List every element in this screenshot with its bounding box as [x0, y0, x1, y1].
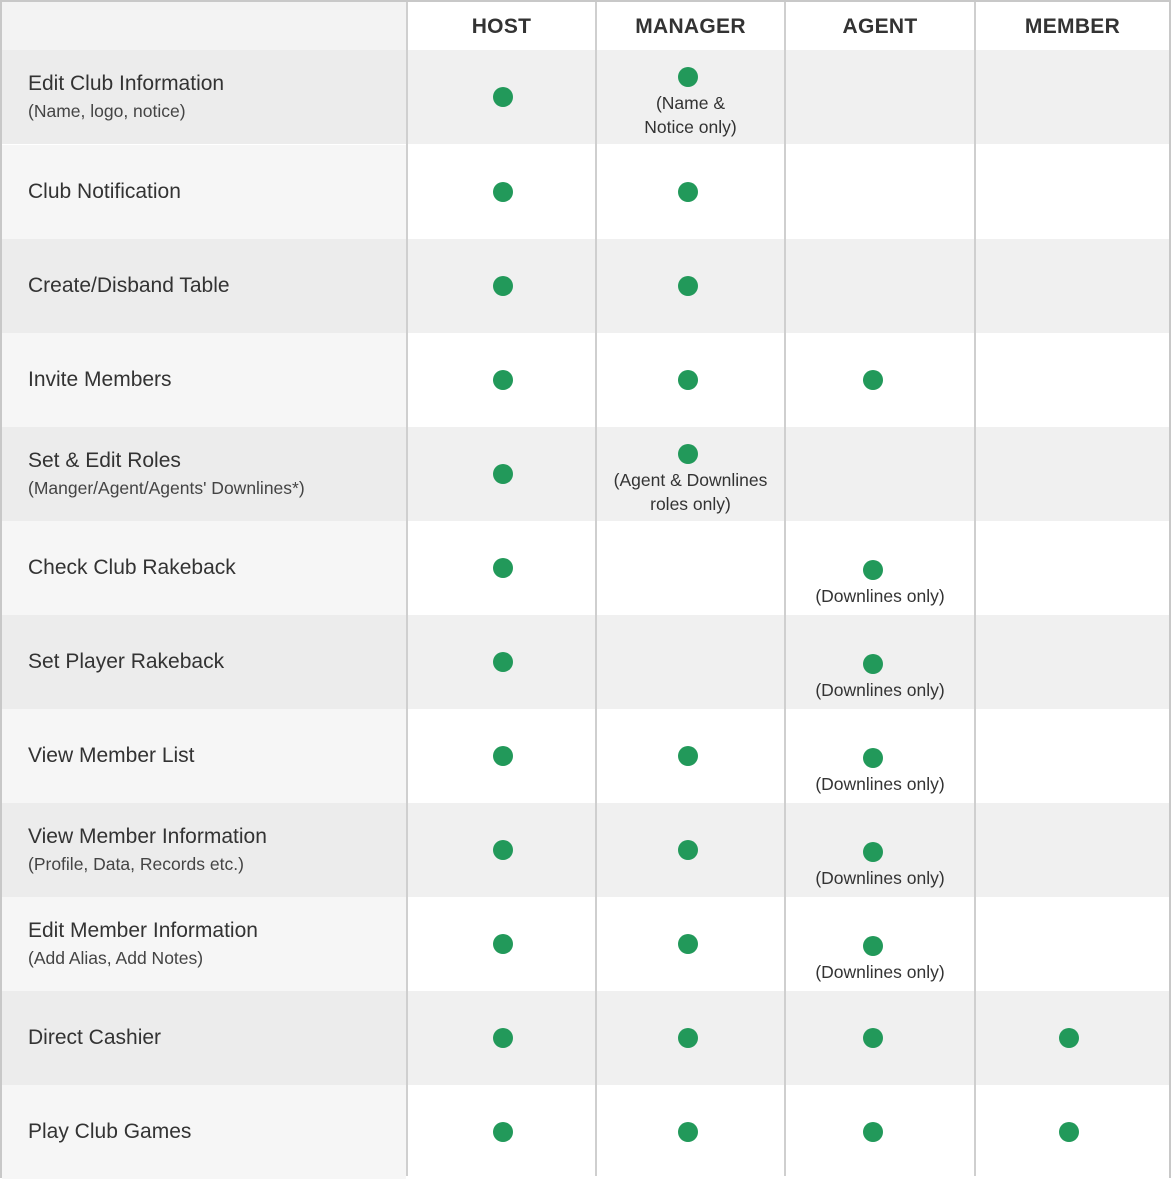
header-corner-cell [2, 2, 406, 50]
feature-name: Play Club Games [28, 1120, 192, 1143]
feature-cell [28, 521, 398, 615]
check-mark-agent [863, 560, 883, 580]
feature-cell [28, 50, 398, 144]
table-row [2, 709, 1169, 803]
agent-note: (Downlines only) [815, 774, 945, 794]
check-mark-manager [678, 182, 698, 202]
feature-name: View Member Information [28, 825, 267, 848]
table-row [2, 50, 1169, 144]
check-mark-host [493, 370, 513, 390]
check-mark-host [493, 558, 513, 578]
check-mark-manager [678, 67, 698, 87]
feature-name: Club Notification [28, 180, 181, 203]
feature-name: Set Player Rakeback [28, 650, 225, 673]
check-mark-manager [678, 370, 698, 390]
feature-cell [28, 333, 398, 427]
check-mark-host [493, 1028, 513, 1048]
check-mark-host [493, 746, 513, 766]
feature-detail: (Manger/Agent/Agents' Downlines*) [28, 478, 305, 498]
feature-name: Create/Disband Table [28, 274, 230, 297]
check-mark-manager [678, 276, 698, 296]
check-mark-manager [678, 746, 698, 766]
table-row [2, 145, 1169, 239]
column-divider [406, 2, 408, 1176]
column-header-manager: MANAGER [635, 15, 746, 38]
column-header-agent: AGENT [842, 15, 918, 38]
check-mark-agent [863, 1122, 883, 1142]
check-mark-host [493, 276, 513, 296]
check-mark-host [493, 464, 513, 484]
header-row [2, 2, 1169, 50]
check-mark-host [493, 87, 513, 107]
check-mark-manager [678, 840, 698, 860]
check-mark-agent [863, 654, 883, 674]
check-mark-host [493, 652, 513, 672]
table-row [2, 239, 1169, 333]
feature-cell [28, 239, 398, 333]
feature-cell [28, 615, 398, 709]
column-divider [595, 2, 597, 1176]
feature-name: Direct Cashier [28, 1026, 162, 1049]
table-row [2, 803, 1169, 897]
check-mark-agent [863, 936, 883, 956]
table-row [2, 615, 1169, 709]
feature-detail: (Name, logo, notice) [28, 101, 186, 121]
feature-cell [28, 1085, 398, 1179]
table-row [2, 1085, 1169, 1179]
feature-cell [28, 897, 398, 991]
agent-note: (Downlines only) [815, 680, 945, 700]
column-divider [974, 2, 976, 1176]
check-mark-host [493, 934, 513, 954]
check-mark-host [493, 840, 513, 860]
manager-note: (Name & Notice only) [644, 93, 737, 137]
column-divider [784, 2, 786, 1176]
check-mark-manager [678, 1122, 698, 1142]
check-mark-manager [678, 934, 698, 954]
table-row [2, 991, 1169, 1085]
check-mark-host [493, 182, 513, 202]
check-mark-agent [863, 748, 883, 768]
feature-cell [28, 991, 398, 1085]
feature-name: Edit Club Information [28, 72, 225, 95]
feature-cell [28, 803, 398, 897]
check-mark-agent [863, 1028, 883, 1048]
agent-note: (Downlines only) [815, 868, 945, 888]
feature-detail: (Profile, Data, Records etc.) [28, 854, 244, 874]
check-mark-manager [678, 444, 698, 464]
feature-cell [28, 427, 398, 521]
check-mark-host [493, 1122, 513, 1142]
table-row [2, 897, 1169, 991]
agent-note: (Downlines only) [815, 962, 945, 982]
check-mark-agent [863, 370, 883, 390]
feature-name: View Member List [28, 744, 195, 767]
agent-note: (Downlines only) [815, 586, 945, 606]
check-mark-member [1059, 1122, 1079, 1142]
check-mark-agent [863, 842, 883, 862]
table-row [2, 521, 1169, 615]
feature-cell [28, 145, 398, 239]
check-mark-manager [678, 1028, 698, 1048]
table-row [2, 333, 1169, 427]
check-mark-member [1059, 1028, 1079, 1048]
feature-name: Invite Members [28, 368, 172, 391]
column-header-host: HOST [471, 15, 532, 38]
feature-name: Check Club Rakeback [28, 556, 236, 579]
table-row [2, 427, 1169, 521]
feature-name: Set & Edit Roles [28, 449, 181, 472]
manager-note: (Agent & Downlines roles only) [613, 470, 768, 514]
column-header-member: MEMBER [1024, 15, 1121, 38]
feature-cell [28, 709, 398, 803]
feature-detail: (Add Alias, Add Notes) [28, 948, 204, 968]
feature-name: Edit Member Information [28, 919, 258, 942]
